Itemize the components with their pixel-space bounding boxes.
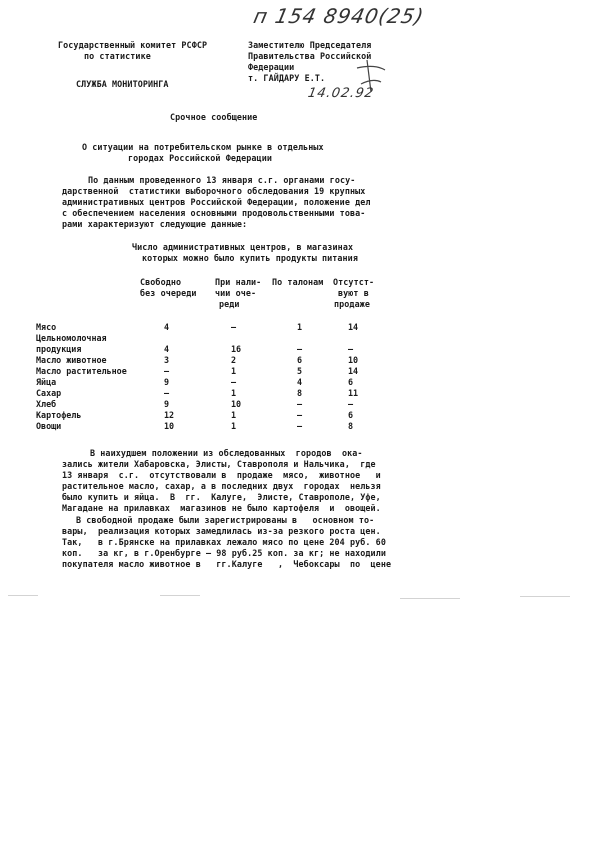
handwritten-registration-number: п 154 8940(25) <box>251 4 427 28</box>
table-cell: 14 <box>348 322 359 332</box>
column-header-free-1: Свободно <box>140 277 182 287</box>
table-cell: – <box>297 344 303 354</box>
paragraph3-line-3: Так, в г.Брянске на прилавках лежало мясо по цене 204 руб. 60 <box>62 537 386 547</box>
table-cell: – <box>348 399 354 409</box>
addressee-line-1: Заместителю Председателя <box>248 40 372 50</box>
table-cell: 4 <box>164 322 170 332</box>
paragraph3-line-5: покупателя масло животное в гг.Калуге , Чебоксары по цене <box>62 559 392 569</box>
scan-artifact <box>400 598 460 599</box>
table-row-label: продукция <box>36 344 82 354</box>
table-caption-line-2: которых можно было купить продукты питания <box>142 253 358 263</box>
table-row-label: Цельномолочная <box>36 333 107 343</box>
table-row-label: Масло животное <box>36 355 107 365</box>
table-cell: 2 <box>231 355 237 365</box>
table-cell: 1 <box>231 421 237 431</box>
table-cell: 1 <box>297 322 303 332</box>
paragraph3-line-4: коп. за кг, в г.Оренбурге – 98 руб.25 коп. за кг; не находили <box>62 548 386 558</box>
addressee-line-3: Федерации <box>248 62 295 72</box>
table-cell: 10 <box>231 399 242 409</box>
table-row-label: Масло растительное <box>36 366 127 376</box>
table-cell: 10 <box>348 355 359 365</box>
table-cell: 1 <box>231 410 237 420</box>
table-cell: 12 <box>164 410 175 420</box>
table-cell: 5 <box>297 366 303 376</box>
scan-artifact <box>8 595 38 596</box>
table-cell: 8 <box>297 388 303 398</box>
issuer-line-1: Государственный комитет РСФСР <box>58 40 208 50</box>
table-cell: 16 <box>231 344 242 354</box>
scan-artifact <box>160 595 200 596</box>
table-cell: 8 <box>348 421 354 431</box>
column-header-absent-2: вуют в <box>338 288 369 298</box>
paragraph3-line-1: В свободной продаже были зарегистрированы в основном то- <box>76 515 375 525</box>
table-cell: – <box>231 377 237 387</box>
paragraph2-line-1: В наихудшем положении из обследованных городов ока- <box>90 448 363 458</box>
table-row-label: Мясо <box>36 322 57 332</box>
table-cell: 6 <box>297 355 303 365</box>
paragraph2-line-3: 13 января с.г. отсутствовали в продаже мясо, животное и <box>62 470 381 480</box>
column-header-queue-3: реди <box>219 299 240 309</box>
table-cell: – <box>297 399 303 409</box>
table-cell: – <box>348 344 354 354</box>
table-cell: – <box>231 322 237 332</box>
table-cell: 4 <box>297 377 303 387</box>
intro-line-1: По данным проведенного 13 января с.г. органами госу- <box>88 175 356 185</box>
column-header-queue-2: чии оче- <box>215 288 257 298</box>
table-cell: – <box>164 366 170 376</box>
paragraph2-line-2: зались жители Хабаровска, Элисты, Ставрополя и Нальчика, где <box>62 459 376 469</box>
table-caption-line-1: Число административных центров, в магазинах <box>132 242 354 252</box>
column-header-coupons: По талонам <box>272 277 324 287</box>
title-line-1: О ситуации на потребительском рынке в отдельных <box>82 142 324 152</box>
addressee-line-2: Правительства Российской <box>248 51 372 61</box>
table-cell: 11 <box>348 388 359 398</box>
handwritten-date: 14.02.92 <box>306 86 376 101</box>
table-row-label: Картофель <box>36 410 82 420</box>
table-cell: 3 <box>164 355 170 365</box>
table-cell: 9 <box>164 399 170 409</box>
column-header-absent-3: продаже <box>334 299 370 309</box>
column-header-free-2: без очереди <box>140 288 197 298</box>
intro-line-5: рами характеризуют следующие данные: <box>62 219 248 229</box>
paragraph2-line-5: было купить и яйца. В гг. Калуге, Элисте, Ставрополе, Уфе, <box>62 492 381 502</box>
scan-artifact <box>520 596 570 597</box>
document-type: Срочное сообщение <box>170 112 258 122</box>
table-cell: 10 <box>164 421 175 431</box>
intro-line-2: дарственной статистики выборочного обследования 19 крупных <box>62 186 366 196</box>
paragraph2-line-4: растительное масло, сахар, а в последних двух городах нельзя <box>62 481 381 491</box>
column-header-queue-1: При нали- <box>215 277 262 287</box>
intro-line-4: с обеспечением населения основными продовольственными това- <box>62 208 366 218</box>
table-cell: – <box>297 421 303 431</box>
paragraph3-line-2: вары, реализация которых замедлилась из-за резкого роста цен. <box>62 526 381 536</box>
title-line-2: городах Российской Федерации <box>128 153 272 163</box>
table-cell: 6 <box>348 410 354 420</box>
table-cell: – <box>164 388 170 398</box>
column-header-absent-1: Отсутст- <box>333 277 375 287</box>
table-cell: 1 <box>231 366 237 376</box>
table-cell: 4 <box>164 344 170 354</box>
table-cell: – <box>297 410 303 420</box>
table-row-label: Хлеб <box>36 399 57 409</box>
table-cell: 1 <box>231 388 237 398</box>
table-row-label: Яйца <box>36 377 57 387</box>
issuer-line-2: по статистике <box>84 51 151 61</box>
table-cell: 9 <box>164 377 170 387</box>
intro-line-3: административных центров Российской Федерации, положение дел <box>62 197 371 207</box>
table-cell: 6 <box>348 377 354 387</box>
addressee-line-4: т. ГАЙДАРУ Е.Т. <box>248 73 326 83</box>
table-row-label: Сахар <box>36 388 62 398</box>
table-cell: 14 <box>348 366 359 376</box>
table-row-label: Овощи <box>36 421 62 431</box>
paragraph2-line-6: Магадане на прилавках магазинов не было картофеля и овощей. <box>62 503 381 513</box>
service-name: СЛУЖБА МОНИТОРИНГА <box>76 79 169 89</box>
